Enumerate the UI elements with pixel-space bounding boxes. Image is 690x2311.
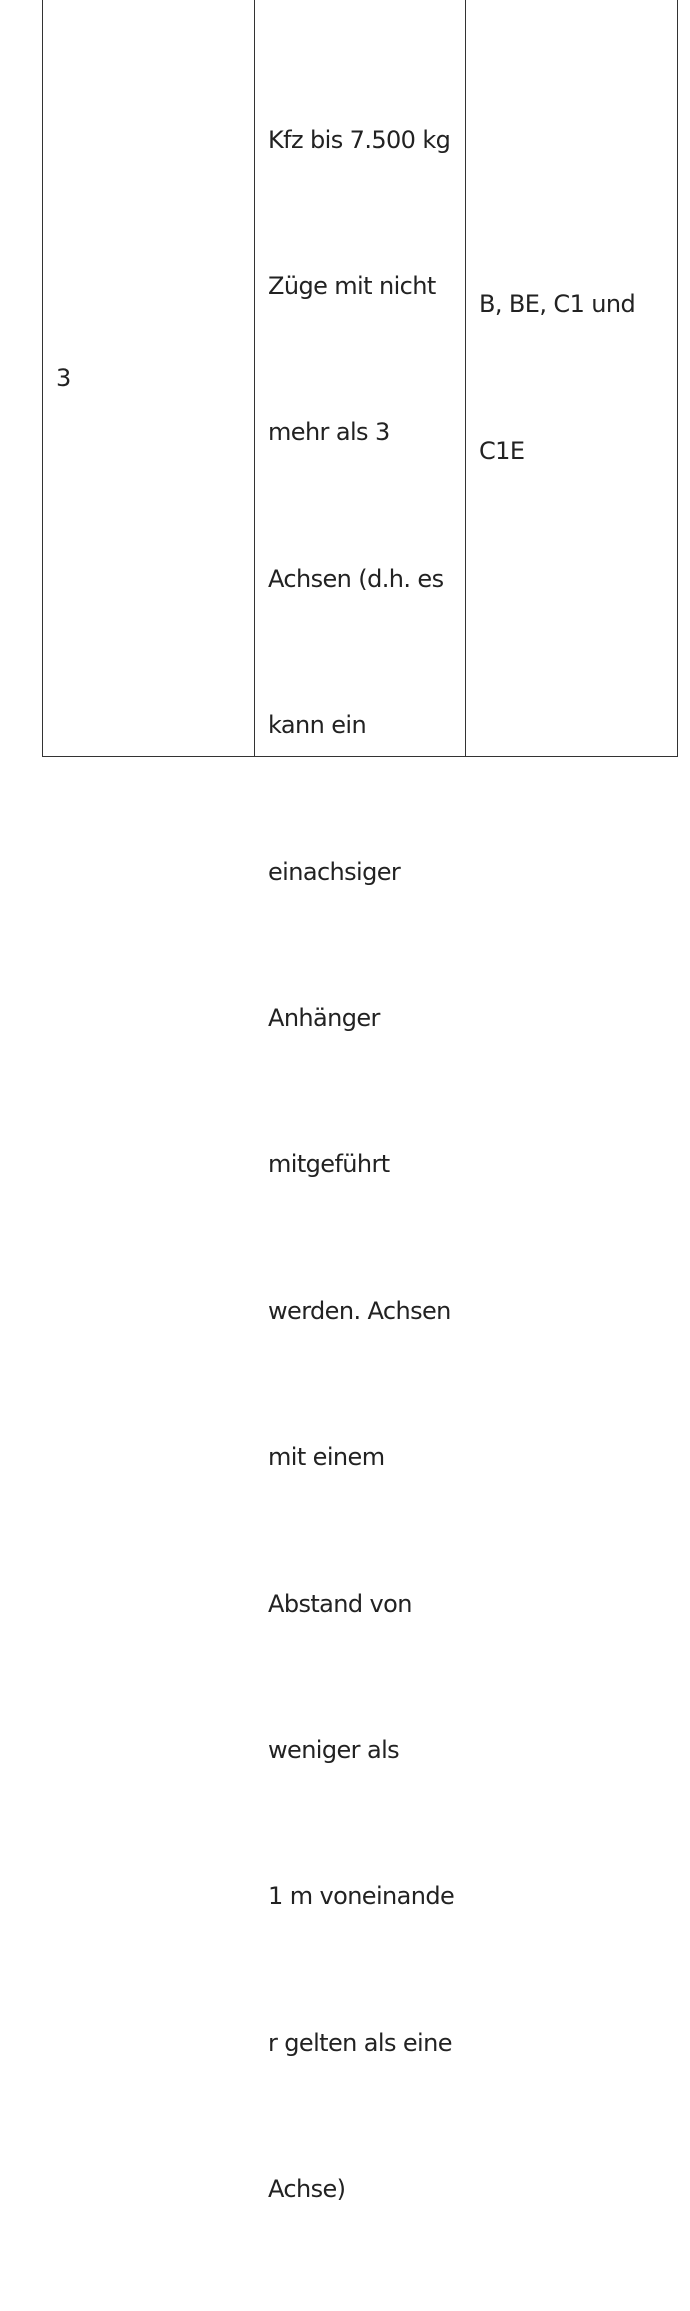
license-class-table xyxy=(42,0,678,2204)
description-line: weniger als xyxy=(268,1735,400,1764)
description-line: kann ein xyxy=(268,711,367,740)
description-line: Abstand von xyxy=(268,1589,412,1618)
license-classes-line: C1E xyxy=(479,437,525,465)
row-number: 3 xyxy=(56,364,71,392)
description-line: 1 m voneinande xyxy=(268,1882,455,1911)
description-line: r gelten als eine xyxy=(268,2028,452,2057)
description-line: Anhänger xyxy=(268,1003,380,1032)
description-line: mitgeführt xyxy=(268,1150,390,1179)
description-line: mehr als 3 xyxy=(268,418,390,447)
description-line: Achse) xyxy=(268,2175,346,2204)
description-line: Achsen (d.h. es xyxy=(268,564,444,593)
description-line: einachsiger xyxy=(268,857,401,886)
description-line: mit einem xyxy=(268,1443,385,1472)
row-number-cell xyxy=(43,0,255,756)
license-classes xyxy=(479,182,659,574)
vehicle-description xyxy=(268,18,458,2311)
description-line: Züge mit nicht xyxy=(268,271,436,300)
description-line: werden. Achsen xyxy=(268,1296,451,1325)
description-line: Kfz bis 7.500 kg xyxy=(268,125,451,154)
description-cell xyxy=(255,0,466,2204)
license-classes-line: B, BE, C1 und xyxy=(479,290,636,318)
license-classes-cell xyxy=(466,0,677,756)
